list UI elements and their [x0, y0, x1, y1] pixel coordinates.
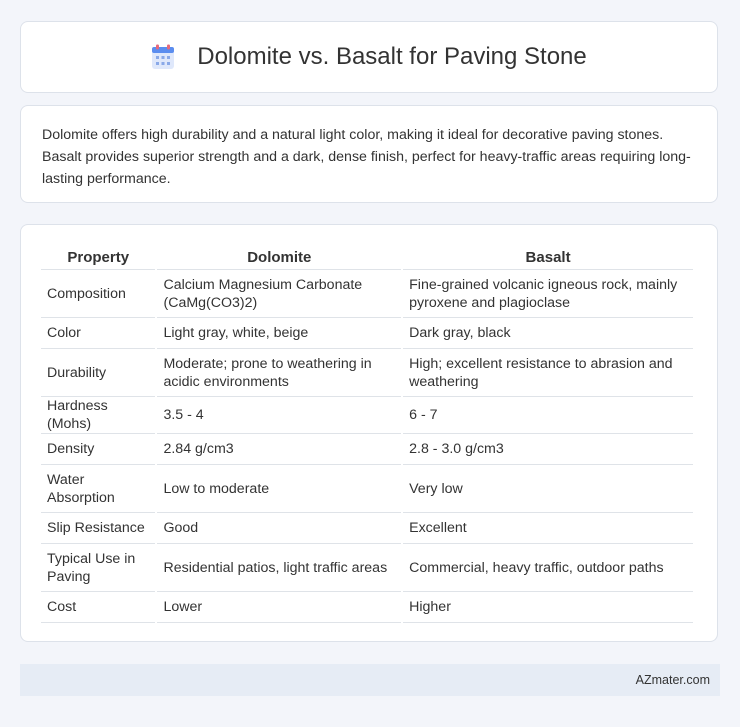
table-row — [41, 397, 693, 434]
row-property-cell: Durability — [41, 349, 155, 397]
table-row — [41, 465, 693, 513]
row-property-cell: Water Absorption — [41, 465, 155, 513]
row-basalt-cell: Very low — [403, 465, 693, 513]
row-dolomite-cell: Light gray, white, beige — [157, 318, 401, 349]
row-basalt-cell: 2.8 - 3.0 g/cm3 — [403, 434, 693, 465]
row-property-cell: Cost — [41, 592, 155, 623]
column-header-property: Property — [41, 245, 155, 270]
row-dolomite-cell: Moderate; prone to weathering in acidic environments — [157, 349, 401, 397]
intro-text: Dolomite offers high durability and a natural light color, making it ideal for decorative paving stones. Basalt provides superior strength and a dark, dense finish, perfect for heavy-traffic areas requiring long-lasting performance. — [42, 127, 691, 187]
footer-site-link[interactable]: AZmater.com — [635, 673, 710, 687]
row-basalt-cell: Dark gray, black — [403, 318, 693, 349]
row-dolomite-cell: Calcium Magnesium Carbonate (CaMg(CO3)2) — [157, 270, 401, 318]
column-header-dolomite: Dolomite — [157, 245, 401, 270]
row-property-cell: Composition — [41, 270, 155, 318]
footer — [20, 664, 720, 696]
calendar-icon — [151, 44, 175, 70]
table-row — [41, 349, 693, 397]
comparison-table-card — [20, 224, 718, 642]
intro-card — [20, 105, 718, 203]
row-property-cell: Hardness (Mohs) — [41, 397, 155, 434]
row-basalt-cell: Higher — [403, 592, 693, 623]
row-property-cell: Slip Resistance — [41, 513, 155, 544]
row-dolomite-cell: Good — [157, 513, 401, 544]
table-row — [41, 270, 693, 318]
row-dolomite-cell: 3.5 - 4 — [157, 397, 401, 434]
row-basalt-cell: 6 - 7 — [403, 397, 693, 434]
page-title: Dolomite vs. Basalt for Paving Stone — [197, 43, 587, 70]
table-row — [41, 434, 693, 465]
header-card — [20, 21, 718, 93]
row-property-cell: Typical Use in Paving — [41, 544, 155, 592]
row-basalt-cell: High; excellent resistance to abrasion and weathering — [403, 349, 693, 397]
row-property-cell: Color — [41, 318, 155, 349]
title-wrap — [151, 43, 587, 71]
row-dolomite-cell: Residential patios, light traffic areas — [157, 544, 401, 592]
row-basalt-cell: Fine-grained volcanic igneous rock, mainly pyroxene and plagioclase — [403, 270, 693, 318]
comparison-table — [39, 245, 695, 623]
table-row — [41, 318, 693, 349]
row-dolomite-cell: Lower — [157, 592, 401, 623]
table-row — [41, 513, 693, 544]
row-basalt-cell: Excellent — [403, 513, 693, 544]
row-dolomite-cell: Low to moderate — [157, 465, 401, 513]
column-header-basalt: Basalt — [403, 245, 693, 270]
table-header-row — [41, 245, 693, 270]
row-property-cell: Density — [41, 434, 155, 465]
row-dolomite-cell: 2.84 g/cm3 — [157, 434, 401, 465]
row-basalt-cell: Commercial, heavy traffic, outdoor paths — [403, 544, 693, 592]
table-row — [41, 544, 693, 592]
table-row — [41, 592, 693, 623]
